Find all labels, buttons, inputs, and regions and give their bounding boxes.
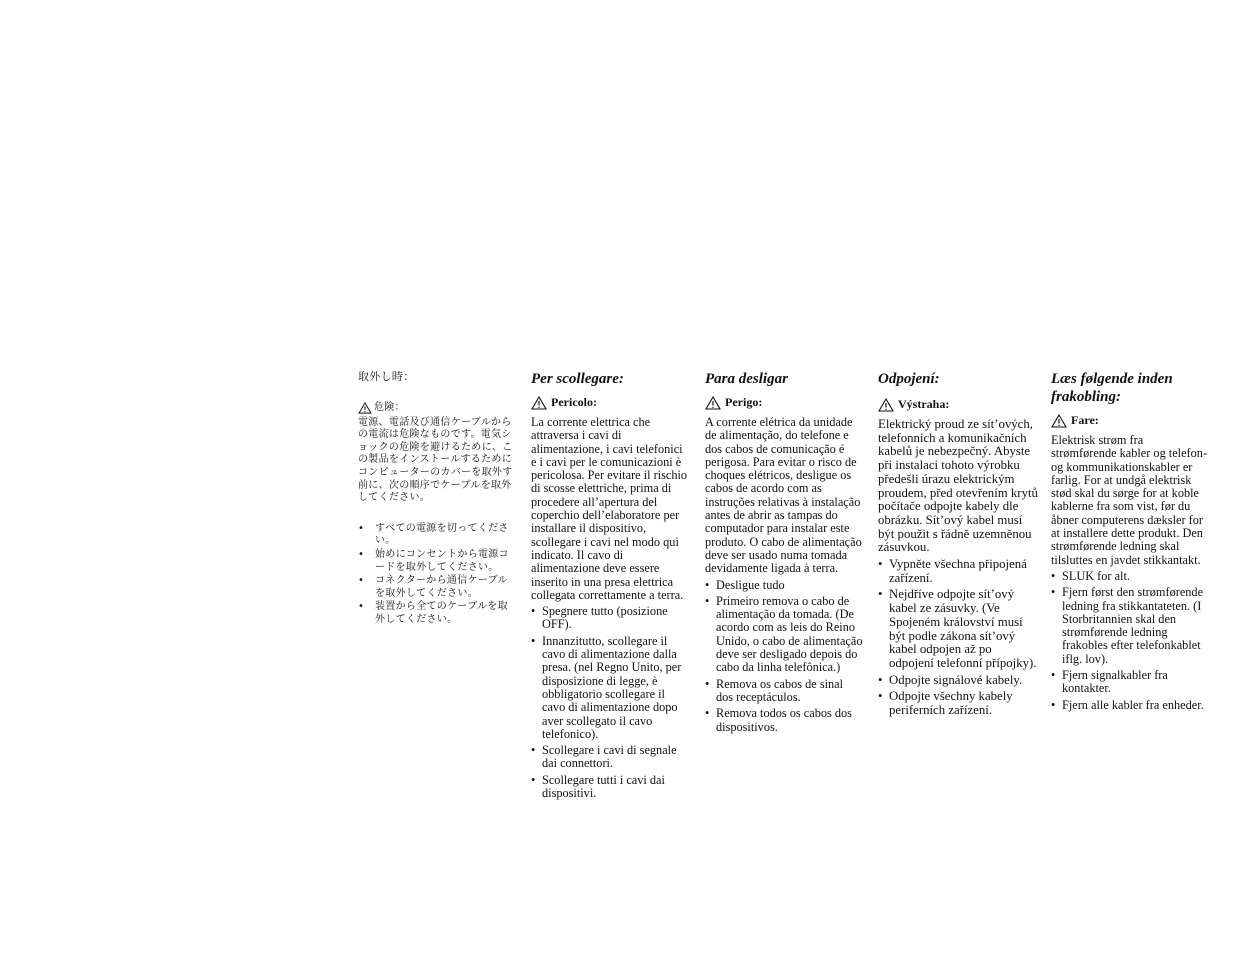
warning-body: Elektrický proud ze sít’ových, telefonních a komunikačních kabelů je nebezpečný. Abyste při instalaci tohoto výrobku předešli úrazu elektrickým proudem, před otevřením krytů počítače odpojte kabely dle obrázku. Sít’ový kabel musí být použit s řádně uzemněnou zásuvkou. — [878, 417, 1038, 555]
warning-body: A corrente elétrica da unidade de alimentação, do telefone e dos cabos de comunicação é perigosa. Para evitar o risco de choques elétricos, desligue os cabos de acordo com as instruções relativas à instalação antes de abrir as tampas do computador para instalar este produto. O cabo de alimentação deve ser usado numa tomada devidamente ligada à terra. — [705, 415, 862, 576]
section-heading: Læs følgende inden frakobling: — [1051, 371, 1173, 405]
list-item: • Scollegare tutti i cavi dai dispositivi. — [531, 774, 689, 801]
step-list — [531, 605, 689, 800]
list-item: • Fjern signalkabler fra kontakter. — [1051, 669, 1211, 696]
warning-triangle-icon — [878, 398, 894, 412]
list-item: • Desligue tudo — [705, 579, 863, 592]
warning-triangle-icon — [705, 396, 721, 410]
warning-line — [878, 398, 1038, 412]
list-item: • Scollegare i cavi di segnale dai connettori. — [531, 744, 689, 771]
step-list — [358, 523, 516, 627]
warning-body: 電源、電話及び通信ケーブルからの電流は危険なものです。電気ショックの危険を避けるために、この製品をインストールするためにコンピューターのカバーを取外す前に、次の順序でケーブルを取外してください。 — [358, 416, 513, 504]
list-item: • 始めにコンセントから電源コードを取外してください。 — [358, 549, 516, 574]
warning-triangle-icon — [531, 396, 547, 410]
section-heading: Odpojení: — [878, 371, 940, 387]
warning-line — [531, 396, 689, 410]
list-item: • Vypněte všechna připojená zařízení. — [878, 558, 1038, 585]
warning-label: Výstraha: — [898, 397, 950, 412]
section-heading: 取外し時： — [358, 370, 415, 383]
step-list — [705, 579, 863, 734]
list-item: • すべての電源を切ってください。 — [358, 523, 516, 548]
warning-label: Pericolo: — [551, 395, 597, 410]
section-portuguese — [705, 370, 863, 737]
step-list — [878, 558, 1038, 718]
list-item: • Fjern alle kabler fra enheder. — [1051, 699, 1211, 712]
list-item: • Remova todos os cabos dos dispositivos. — [705, 707, 863, 734]
list-item: • Remova os cabos de sinal dos receptáculos. — [705, 678, 863, 705]
list-item: • Nejdříve odpojte sít’ový kabel ze zásuvky. (Ve Spojeném království musí být podle zákona sít’ový kabel odpojen až po odpojení telefonní přípojky). — [878, 588, 1038, 670]
warning-line — [705, 396, 863, 410]
list-item: • コネクターから通信ケーブルを取外してください。 — [358, 575, 516, 600]
list-item: • Fjern først den strømførende ledning fra stikkantateten. (I Storbritannien skal den strømførende ledning frakobles efter telefonkablet iflg. lov). — [1051, 586, 1211, 666]
list-item: • Odpojte signálové kabely. — [878, 674, 1038, 688]
list-item: • Spegnere tutto (posizione OFF). — [531, 605, 689, 632]
step-list — [1051, 570, 1211, 712]
warning-label: 危険： — [374, 402, 405, 413]
warning-triangle-icon — [358, 402, 372, 414]
section-japanese — [358, 370, 516, 628]
list-item: • Odpojte všechny kabely periferních zařízení. — [878, 690, 1038, 717]
list-item: • Innanzitutto, scollegare il cavo di alimentazione dalla presa. (nel Regno Unito, per disposizione di legge, è obbligatorio scollegare il cavo di alimentazione dopo aver scollegato il cavo telefonico). — [531, 635, 689, 741]
list-item: • Primeiro remova o cabo de alimentação da tomada. (De acordo com as leis do Reino Unido, o cabo de alimentação deve ser desligado depois do cabo da linha telefônica.) — [705, 595, 863, 675]
list-item: • 装置から全てのケーブルを取外してください。 — [358, 601, 516, 626]
warning-line — [358, 402, 516, 415]
warning-body: La corrente elettrica che attraversa i cavi di alimentazione, i cavi telefonici e i cavi per le comunicazioni è pericolosa. Per evitare il rischio di scosse elettriche, prima di procedere all’apertura del coperchio dell’elaboratore per installare il dispositivo, scollegare i cavi nel modo qui indicato. Il cavo di alimentazione deve essere inserito in una presa elettrica collegata correttamente a terra. — [531, 415, 688, 602]
warning-label: Fare: — [1071, 413, 1099, 428]
warning-label: Perigo: — [725, 395, 763, 410]
list-item: • SLUK for alt. — [1051, 570, 1211, 583]
warning-triangle-icon — [1051, 414, 1067, 428]
section-italian — [531, 370, 689, 803]
section-danish — [1051, 370, 1211, 715]
section-heading: Per scollegare: — [531, 371, 624, 387]
warning-line — [1051, 414, 1211, 428]
section-czech — [878, 370, 1038, 721]
section-heading: Para desligar — [705, 371, 788, 387]
warning-body: Elektrisk strøm fra strømførende kabler og telefon- og kommunikationskabler er farlig. For at undgå elektrisk stød skal du sørge for at koble kablerne fra som vist, før du åbner computerens dæksler for at installere dette produkt. Den strømførende ledning skal tilsluttes en javdet stikkantakt. — [1051, 433, 1208, 567]
